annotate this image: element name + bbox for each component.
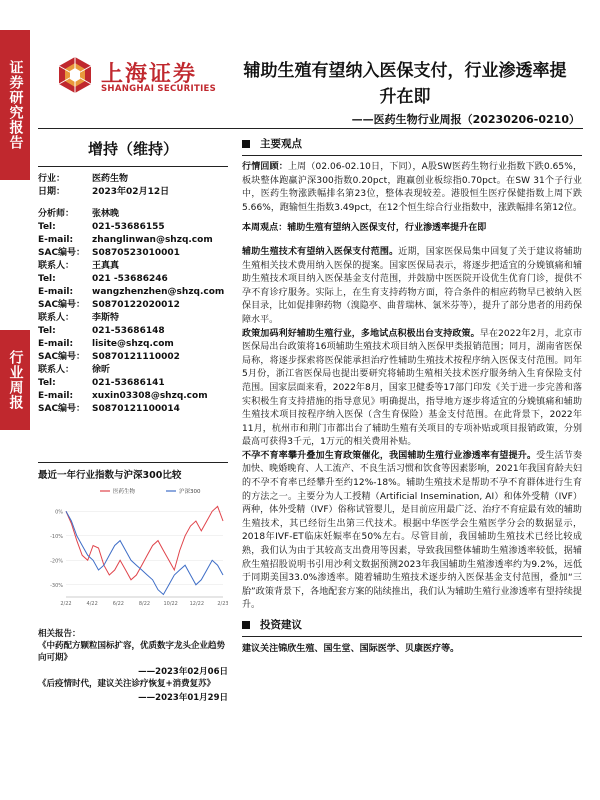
chart-series-2 bbox=[66, 511, 223, 594]
right-column bbox=[242, 130, 582, 657]
analyst-2-sac: SAC编号： S0870122020012 bbox=[38, 300, 180, 310]
brand-logo bbox=[55, 55, 230, 99]
brand-name-cn: 上海证券 bbox=[101, 62, 198, 87]
section-main-views: 主要观点 bbox=[242, 136, 582, 151]
side-tab-weekly: 行业周报 bbox=[0, 330, 30, 430]
related-report-1-link[interactable]: 《中药配方颗粒国标扩容，优质数字龙头企业趋势向可期》 bbox=[38, 641, 226, 663]
analyst-list bbox=[38, 208, 228, 416]
para-investment: 建议关注锦欣生殖、国生堂、国际医学、贝康医疗等。 bbox=[242, 644, 460, 654]
index-chart bbox=[38, 462, 228, 627]
para-penetration: 不孕不育率攀升叠加生育政策催化，我国辅助生殖行业渗透率有望提升。受生活节奏加快、晚婚晚育、人工流产、不良生活习惯和饮食等因素影响，2021年我国育龄夫妇的不孕不育率已经攀升至约12%-18%。辅助生殖技术是帮助不孕不育群体进行生育的方法之一。主要分为人工授精（Artificial Insemination, AI）和体外受精（IVF）两种，体外受精（IVF）俗称试管婴儿，是目前应用最广泛、治疗不育症最有效的辅助生殖技术，其已经衍生出第三代技术。根据中华医学会生殖医学分会的数据显示，2018年IVF-ET临床妊娠率在50%左右。尽管目前，我国辅助生殖技术已经比较成熟，我们认为由于其较高支出费用等因素，导致我国整体辅助生殖渗透率较低，据辅欣生殖招股说明书引用沙利文数据预测2023年我国辅助生殖渗透率约为9.2%，远低于同期美国33.0%渗透率。随着辅助生殖技术逐步纳入医保基金支付范围，叠加“三胎”政策背景下，各地配套方案的陆续推出，我们认为辅助生殖行业渗透率有望持续提升。 bbox=[242, 450, 582, 611]
para-market-review: 行情回顾：上周（02.06-02.10日，下同），A股SW医药生物行业指数下跌0.65%，板块整体跑赢沪深300指数0.20pct，跑赢创业板综指0.70pct。在SW 31个子行业中，医药生物涨跌幅排名第23位，整体表现较差。港股恒生医疗保健指数上周下跌5.66%，跑输恒生指数3.49pct，在12个恒生综合行业指数中，涨跌幅排名第12位。 bbox=[242, 162, 582, 213]
analyst-4-name: 联系人： 徐昕 bbox=[38, 365, 111, 375]
analyst-3-email: E-mail: lisite@shzq.com bbox=[38, 339, 174, 349]
analyst-4-email: E-mail: xuxin03308@shzq.com bbox=[38, 391, 208, 401]
chart-x-tick-label: 6/22 bbox=[112, 601, 124, 607]
section1-divider bbox=[242, 155, 582, 156]
rating-divider bbox=[38, 166, 228, 167]
chart-x-tick-label: 2/23 bbox=[217, 601, 228, 607]
rating: 增持（维持） bbox=[87, 140, 178, 158]
chart-legend-label: 沪深300 bbox=[179, 489, 201, 495]
analyst-4-tel: Tel: 021-53686141 bbox=[38, 378, 165, 388]
para-ivf-insurance: 辅助生殖技术有望纳入医保支付范围。近期，国家医保局集中回复了关于建议将辅助生殖相关技术费用纳入医保的提案。国家医保局表示，将逐步把适宜的分娩镇痛和辅助生殖技术项目纳入医保基金支付范围，并鼓励中医医院开设优生优育门诊，提供不孕不育诊疗服务。实际上，在生育支持药物方面，符合条件的相应药物早已被纳入医保目录，比如促排卵药物（溴隐亭、曲普瑞林、氯米芬等），提升了部分患者的用药保障水平。 bbox=[242, 246, 582, 325]
chart-series-1 bbox=[66, 506, 223, 579]
chart-y-tick-label: -10% bbox=[50, 533, 63, 540]
report-title: 辅助生殖有望纳入医保支付，行业渗透率提升在即 bbox=[243, 61, 567, 107]
chart-plot bbox=[38, 485, 228, 615]
chart-top-divider bbox=[38, 462, 228, 463]
analyst-3-name: 联系人： 李斯特 bbox=[38, 313, 120, 323]
analyst-2-email: E-mail: wangzhenzhen@shzq.com bbox=[38, 287, 225, 297]
related-report-2-link[interactable]: 《后疫情时代，建议关注诊疗恢复+消费复苏》 bbox=[38, 679, 216, 689]
left-column bbox=[38, 130, 228, 416]
analyst-1-tel: Tel: 021-53686155 bbox=[38, 222, 165, 232]
chart-x-tick-label: 4/22 bbox=[86, 601, 98, 607]
industry-row: 行业： 医药生物 bbox=[38, 174, 129, 184]
chart-y-tick-label: -30% bbox=[50, 582, 63, 589]
side-tab-research-report: 证券研究报告 bbox=[0, 30, 30, 180]
analyst-1-name: 分析师： 张林晚 bbox=[38, 209, 120, 219]
analyst-3-tel: Tel: 021-53686148 bbox=[38, 326, 165, 336]
para-policy: 政策加码利好辅助生殖行业，多地试点积极出台支持政策。早在2022年2月，北京市医保局出台政策将16项辅助生殖技术项目纳入医保甲类报销范围；同月，湖南省医保局称，将逐步探索将医保能承担治疗性辅助生殖技术按程序纳入医保支付范围。同年5月份，浙江省医保局也提出要研究将辅助生殖相关技术医疗服务纳入生育保险支付范围。国家层面来看，2022年8月，国家卫健委等17部门印发《关于进一步完善和落实积极生育支持措施的指导意见》明确提出，指导地方逐步将适宜的分娩镇痛和辅助生殖技术项目按程序纳入医保（含生育保险）基金支付范围。在此背景下，2022年11月，杭州市和荆门市都出台了辅助生殖有关项目的专项补贴或项目报销政策，分别最高可获得3千元，1万元的相关费用补贴。 bbox=[242, 328, 583, 448]
chart-x-tick-label: 2/22 bbox=[60, 601, 72, 607]
chart-y-tick-label: 0% bbox=[55, 509, 63, 516]
brand-logo-icon bbox=[55, 55, 95, 95]
section-bullet-icon bbox=[242, 140, 250, 148]
analyst-2-name: 联系人： 王真真 bbox=[38, 261, 120, 271]
section-bullet-icon bbox=[242, 621, 250, 629]
para-weekly-view: 本周观点：辅助生殖有望纳入医保支付，行业渗透率提升在即 bbox=[242, 223, 487, 234]
analyst-3-sac: SAC编号： S0870121110002 bbox=[38, 352, 180, 362]
analyst-1-sac: SAC编号： S0870523010001 bbox=[38, 248, 180, 258]
section-investment: 投资建议 bbox=[242, 617, 582, 632]
analyst-4-sac: SAC编号： S0870121100014 bbox=[38, 404, 180, 414]
related-reports bbox=[38, 628, 228, 704]
chart-legend-label: 医药生物 bbox=[113, 489, 136, 495]
analyst-1-email: E-mail: zhanglinwan@shzq.com bbox=[38, 235, 213, 245]
related-report-2-date: ——2023年01月29日 bbox=[138, 693, 228, 703]
related-report-1-date: ——2023年02月06日 bbox=[138, 667, 228, 677]
header-divider bbox=[38, 128, 583, 129]
related-title: 相关报告： bbox=[38, 629, 81, 639]
chart-title: 最近一年行业指数与沪深300比较 bbox=[38, 470, 182, 481]
chart-x-tick-label: 12/22 bbox=[189, 601, 205, 607]
related-report-2 bbox=[38, 678, 228, 704]
related-report-1 bbox=[38, 640, 228, 678]
section2-divider bbox=[242, 636, 582, 637]
analyst-2-tel: Tel: 021 -53686246 bbox=[38, 274, 168, 284]
chart-x-tick-label: 10/22 bbox=[163, 601, 178, 607]
chart-x-tick-label: 8/22 bbox=[138, 601, 151, 607]
chart-y-tick-label: -20% bbox=[50, 558, 63, 565]
report-subtitle: ——医药生物行业周报（20230206-0210） bbox=[351, 113, 580, 126]
date-row: 日期： 2023年02月12日 bbox=[38, 187, 170, 197]
brand-name-en: SHANGHAI SECURITIES bbox=[101, 84, 217, 94]
